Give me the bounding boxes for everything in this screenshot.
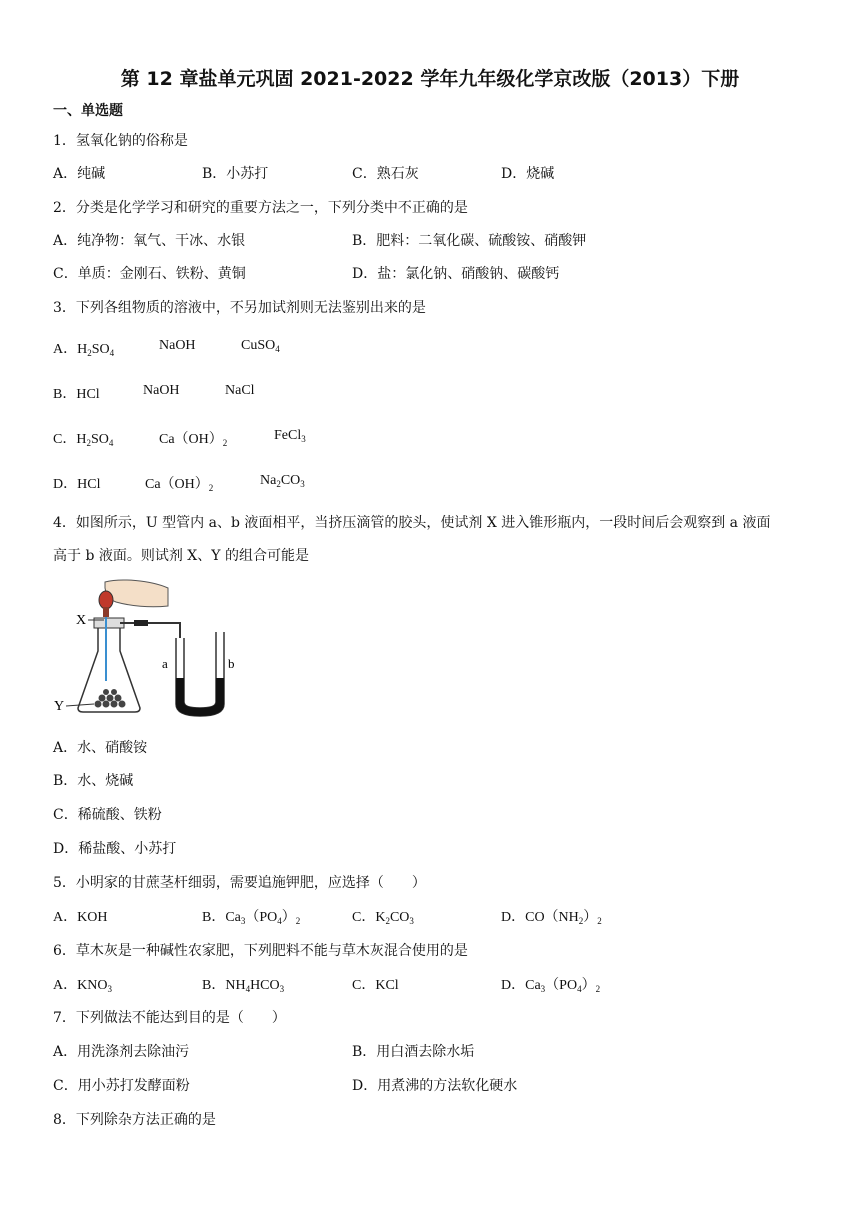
u-tube-inner bbox=[184, 632, 216, 708]
q5-option-b: B．$Ca_3(PO_4)_2$ bbox=[202, 910, 301, 926]
u-tube-flask-diagram bbox=[50, 576, 250, 721]
question-4-stem-line2: 高于 b 液面。则试剂 X、Y 的组合可能是 bbox=[53, 548, 309, 564]
question-2-stem: 2．分类是化学学习和研究的重要方法之一，下列分类中不正确的是 bbox=[53, 200, 468, 216]
q6-option-c: C．KCl bbox=[352, 978, 399, 993]
q3-option-a-f3: CuSO$_4$ bbox=[241, 338, 280, 354]
q3-option-a-f2: NaOH bbox=[159, 338, 196, 353]
page-title: 第 12 章盐单元巩固 2021-2022 学年九年级化学京改版（2013）下册 bbox=[120, 68, 740, 90]
q3-option-c-f2: $Ca(OH)_2$ bbox=[159, 432, 228, 448]
q2-option-b: B．肥料：二氧化碳、硫酸铵、硝酸钾 bbox=[352, 233, 587, 249]
q4-option-b: B．水、烧碱 bbox=[53, 773, 134, 789]
q3-option-b-f2: NaOH bbox=[143, 383, 180, 398]
label-a: a bbox=[162, 656, 168, 671]
q1-option-d: D．烧碱 bbox=[501, 166, 555, 182]
question-8-stem: 8．下列除杂方法正确的是 bbox=[53, 1112, 216, 1128]
q1-option-c: C．熟石灰 bbox=[352, 166, 419, 182]
q3-option-d-f3: $Na_2CO_3$ bbox=[260, 473, 305, 489]
q3-option-d-f2: $Ca(OH)_2$ bbox=[145, 477, 214, 493]
question-3-stem: 3．下列各组物质的溶液中，不另加试剂则无法鉴别出来的是 bbox=[53, 300, 426, 316]
q7-option-d: D．用煮沸的方法软化硬水 bbox=[352, 1078, 518, 1094]
q3-option-c-f3: FeCl$_3$ bbox=[274, 428, 306, 444]
dropper-neck bbox=[103, 607, 109, 617]
q3-option-b: B．HCl bbox=[53, 387, 100, 402]
question-4-stem-line1: 4．如图所示，U 型管内 a、b 液面相平，当挤压滴管的胶头，使试剂 X 进入锥形瓶内，一段时间后会观察到 a 液面 bbox=[53, 515, 771, 531]
q4-option-a: A．水、硝酸铵 bbox=[53, 740, 148, 756]
q4-option-c: C．稀硫酸、铁粉 bbox=[53, 807, 162, 823]
q6-option-b: B．$NH_4HCO_3$ bbox=[202, 978, 285, 994]
q3-option-c: C．$H_2SO_4$ bbox=[53, 432, 114, 448]
rubber-joint bbox=[134, 620, 148, 626]
solid-y-particles bbox=[95, 689, 126, 708]
q3-option-b-f3: NaCl bbox=[225, 383, 255, 398]
q6-option-d: D．$Ca_3(PO_4)_2$ bbox=[501, 978, 601, 994]
apparatus-figure bbox=[50, 576, 250, 721]
hand-icon bbox=[105, 580, 168, 607]
q2-option-c: C．单质：金刚石、铁粉、黄铜 bbox=[53, 266, 246, 282]
dropper-bulb bbox=[99, 591, 113, 609]
q7-option-a: A．用洗涤剂去除油污 bbox=[53, 1044, 190, 1060]
question-7-stem: 7．下列做法不能达到目的是（ ） bbox=[53, 1010, 286, 1026]
q2-option-a: A．纯净物：氧气、干冰、水银 bbox=[53, 233, 246, 249]
label-y: Y bbox=[54, 699, 65, 714]
label-x: X bbox=[76, 613, 87, 628]
label-b: b bbox=[228, 656, 235, 671]
q1-option-a: A．纯碱 bbox=[53, 166, 106, 182]
q7-option-b: B．用白酒去除水垢 bbox=[352, 1044, 475, 1060]
q4-option-d: D．稀盐酸、小苏打 bbox=[53, 841, 177, 857]
q2-option-d: D．盐：氯化钠、硝酸钠、碳酸钙 bbox=[352, 266, 560, 282]
q3-option-d: D．HCl bbox=[53, 477, 101, 492]
connecting-tube bbox=[120, 623, 180, 638]
q5-option-d: D．$CO(NH_2)_2$ bbox=[501, 910, 602, 926]
question-5-stem: 5．小明家的甘蔗茎杆细弱，需要追施钾肥，应选择（ ） bbox=[53, 875, 426, 891]
q7-option-c: C．用小苏打发酵面粉 bbox=[53, 1078, 190, 1094]
u-tube-liquid bbox=[176, 678, 224, 716]
q6-option-a: A．$KNO_3$ bbox=[53, 978, 112, 994]
question-1-stem: 1．氢氧化钠的俗称是 bbox=[53, 133, 188, 149]
q5-option-c: C．$K_2CO_3$ bbox=[352, 910, 414, 926]
section-heading: 一、单选题 bbox=[53, 103, 123, 119]
question-6-stem: 6．草木灰是一种碱性农家肥，下列肥料不能与草木灰混合使用的是 bbox=[53, 943, 468, 959]
q3-option-a: A．$H_2SO_4$ bbox=[53, 342, 115, 358]
q5-option-a: A．KOH bbox=[53, 910, 108, 925]
q1-option-b: B．小苏打 bbox=[202, 166, 269, 182]
